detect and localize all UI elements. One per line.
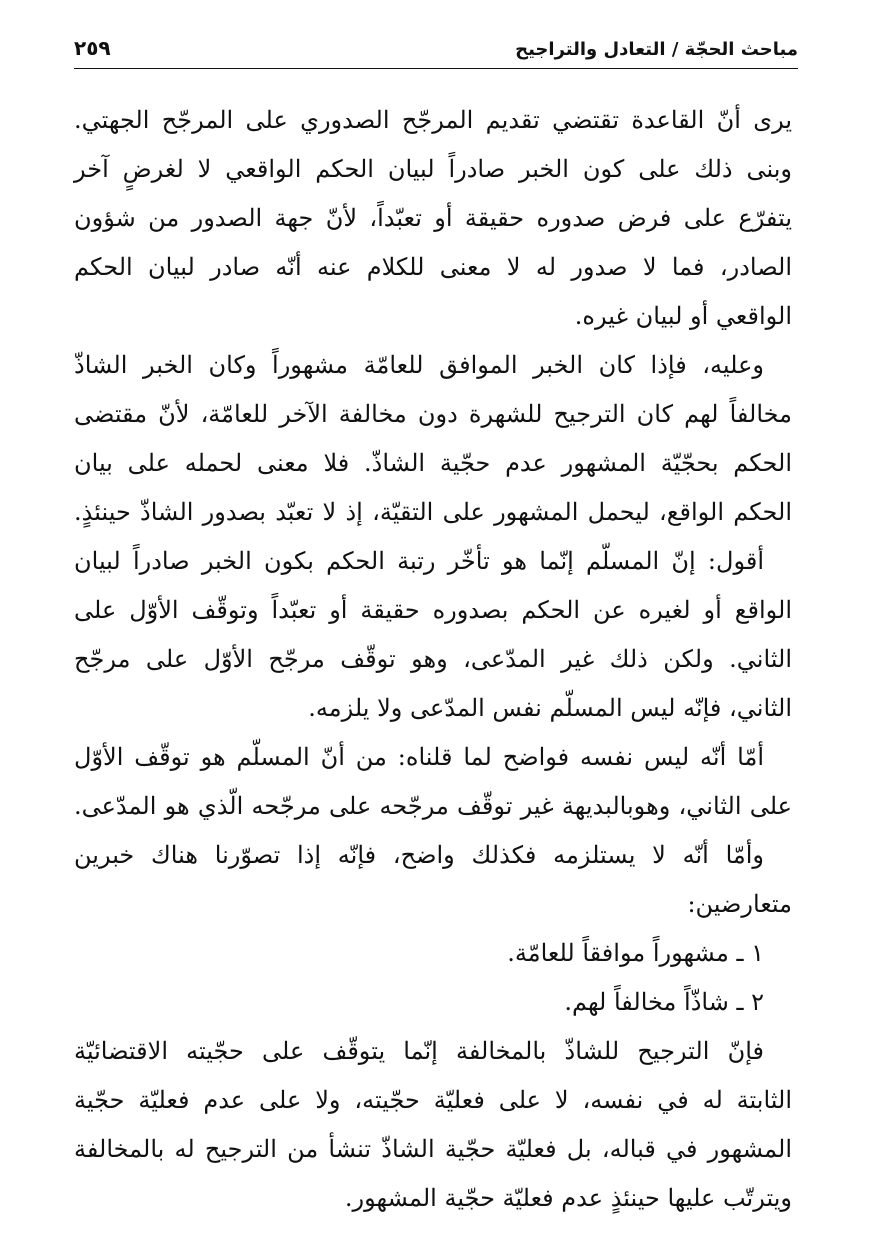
text-line: الواقع أو لغيره عن الحكم بصدوره حقيقة أو تعبّداً وتوقّف الأوّل على	[74, 596, 792, 624]
text-line: فإنّ الترجيح للشاذّ بالمخالفة إنّما يتوقّف على حجّيته الاقتضائيّة	[74, 1037, 764, 1065]
text-line: أمّا أنّه ليس نفسه فواضح لما قلناه: من أنّ المسلّم هو توقّف الأوّل	[74, 743, 764, 771]
text-line: الثابتة له في نفسه، لا على فعليّة حجّيته، ولا على عدم فعليّة حجّية	[74, 1086, 792, 1114]
page-header	[74, 32, 798, 72]
text-line: ويترتّب عليها حينئذٍ عدم فعليّة حجّية المشهور.	[344, 1184, 792, 1212]
text-line: وبنى ذلك على كون الخبر صادراً لبيان الحكم الواقعي لا لغرضٍ آخر	[74, 155, 792, 183]
running-head: مباحث الحجّة / التعادل والتراجيح	[515, 39, 798, 60]
text-line: الثاني. ولكن ذلك غير المدّعى، وهو توقّف مرجّح الأوّل على مرجّح	[74, 645, 792, 673]
list-item: ٢ ـ شاذّاً مخالفاً لهم.	[564, 988, 764, 1016]
page-number: ٢٥٩	[74, 36, 111, 60]
text-line: مخالفاً لهم كان الترجيح للشهرة دون مخالفة الآخر للعامّة، لأنّ مقتضى	[74, 400, 792, 428]
text-line: على الثاني، وهوبالبديهة غير توقّف مرجّحه على مرجّحه الّذي هو المدّعى.	[74, 792, 792, 820]
text-line: الواقعي أو لبيان غيره.	[574, 302, 792, 330]
body-text	[74, 96, 792, 1223]
text-line: يرى أنّ القاعدة تقتضي تقديم المرجّح الصدوري على المرجّح الجهتي.	[74, 106, 792, 134]
text-line: أقول: إنّ المسلّم إنّما هو تأخّر رتبة الحكم بكون الخبر صادراً لبيان	[74, 547, 764, 575]
text-line: الحكم الواقع، ليحمل المشهور على التقيّة، إذ لا تعبّد بصدور الشاذّ حينئذٍ.	[74, 498, 792, 526]
text-line: المشهور في قباله، بل فعليّة حجّية الشاذّ تنشأ من الترجيح له بالمخالفة	[74, 1135, 792, 1163]
text-line: يتفرّع على فرض صدوره حقيقة أو تعبّداً، لأنّ جهة الصدور من شؤون	[74, 204, 792, 232]
list-item: ١ ـ مشهوراً موافقاً للعامّة.	[507, 939, 764, 967]
text-line: متعارضين:	[687, 890, 792, 918]
text-line: الثاني، فإنّه ليس المسلّم نفس المدّعى ولا يلزمه.	[308, 694, 792, 722]
text-line: وأمّا أنّه لا يستلزمه فكذلك واضح، فإنّه إذا تصوّرنا هناك خبرين	[74, 841, 764, 869]
header-rule	[74, 68, 798, 69]
text-line: وعليه، فإذا كان الخبر الموافق للعامّة مشهوراً وكان الخبر الشاذّ	[74, 351, 764, 379]
text-line: الصادر، فما لا صدور له لا معنى للكلام عنه أنّه صادر لبيان الحكم	[74, 253, 792, 281]
text-line: الحكم بحجّيّة المشهور عدم حجّية الشاذّ. فلا معنى لحمله على بيان	[74, 449, 792, 477]
